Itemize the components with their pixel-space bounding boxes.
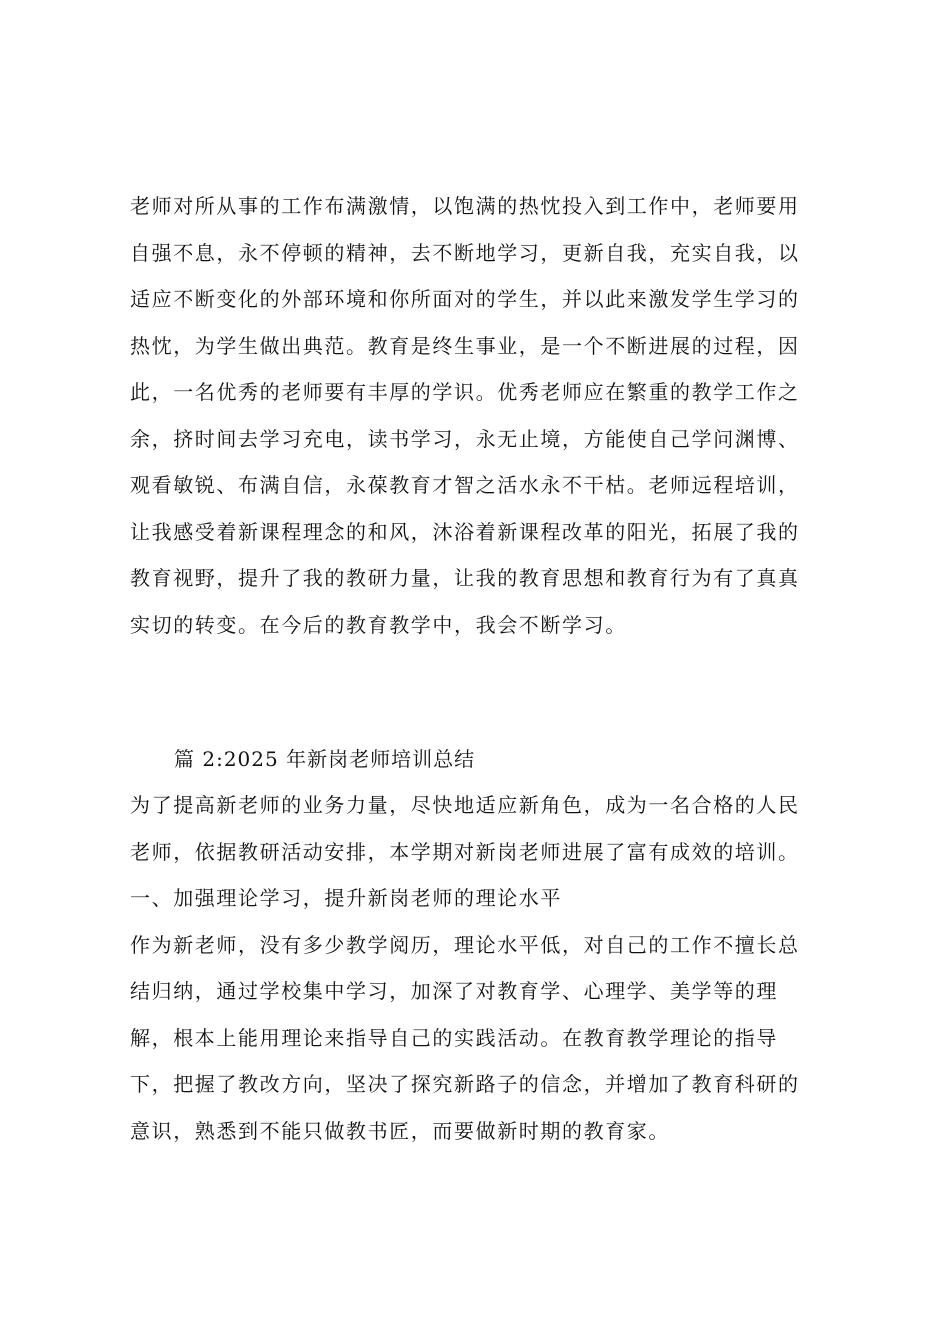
text-line: 教育视野，提升了我的教研力量，让我的教育思想和教育行为有了真真 — [130, 566, 800, 590]
text-line: 余，挤时间去学习充电，读书学习，永无止境，方能使自己学问渊博、 — [130, 426, 800, 451]
text-line: 解，根本上能用理论来指导自己的实践活动。在教育教学理论的指导 — [130, 1025, 778, 1050]
text-line: 下，把握了教改方向，坚决了探究新路子的信念，并增加了教育科研的 — [130, 1072, 800, 1096]
text-line: 观看敏锐、布满自信，永葆教育才智之活水永不干枯。老师远程培训， — [130, 473, 800, 497]
text-line: 热忱，为学生做出典范。教育是终生事业，是一个不断进展的过程，因 — [130, 333, 800, 358]
subsection-heading: 一、加强理论学习，提升新岗老师的理论水平 — [130, 886, 562, 910]
text-line: 此，一名优秀的老师要有丰厚的学识。优秀老师应在繁重的教学工作之 — [130, 380, 800, 404]
paragraph-new-teacher-training — [130, 789, 800, 1161]
text-line: 为了提高新老师的业务力量，尽快地适应新角色，成为一名合格的人民 — [130, 793, 800, 817]
text-line: 实切的转变。在今后的教育教学中，我会不断学习。 — [130, 612, 627, 637]
text-line: 适应不断变化的外部环境和你所面对的学生，并以此来激发学生学习的 — [130, 287, 800, 311]
text-line: 让我感受着新课程理念的和风，沐浴着新课程改革的阳光，拓展了我的 — [130, 519, 800, 544]
text-line: 老师，依据教研活动安排，本学期对新岗老师进展了富有成效的培训。 — [130, 839, 800, 864]
text-line: 意识，熟悉到不能只做教书匠，而要做新时期的教育家。 — [130, 1118, 670, 1143]
text-line: 自强不息，永不停顿的精神，去不断地学习，更新自我，充实自我，以 — [130, 240, 800, 265]
text-line: 老师对所从事的工作布满激情，以饱满的热忱投入到工作中，老师要用 — [130, 194, 800, 218]
paragraph-teacher-passion — [130, 190, 800, 655]
text-line: 结归纳，通过学校集中学习，加深了对教育学、心理学、美学等的理 — [130, 979, 778, 1003]
text-line: 作为新老师，没有多少教学阅历，理论水平低，对自己的工作不擅长总 — [130, 932, 800, 957]
section-heading: 篇 2:2025 年新岗老师培训总结 — [174, 747, 476, 771]
